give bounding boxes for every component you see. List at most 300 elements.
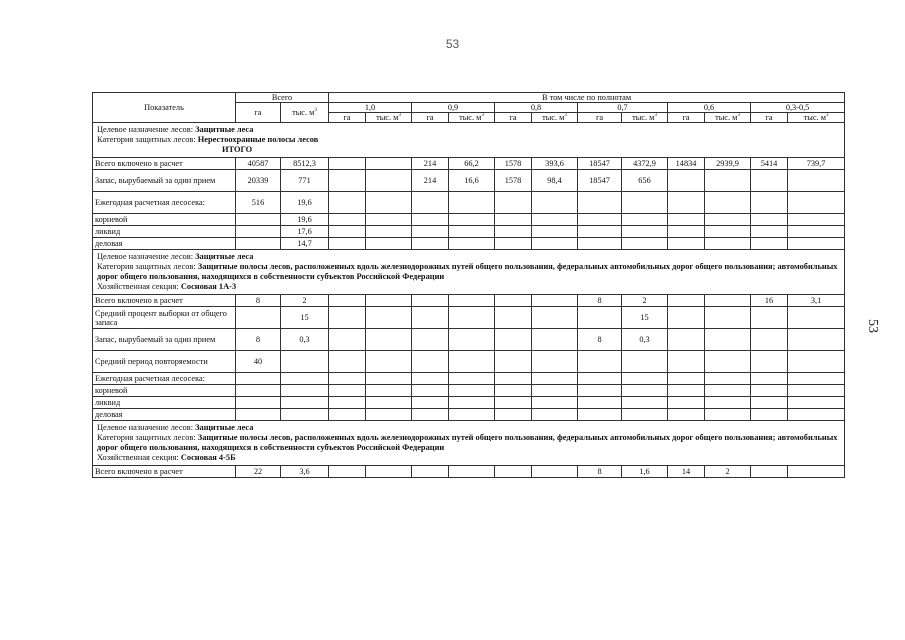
table-cell <box>751 397 788 409</box>
table-cell <box>366 295 412 307</box>
table-cell: 656 <box>622 170 668 192</box>
table-cell <box>495 192 532 214</box>
economic-section <box>97 282 840 292</box>
table-cell <box>668 214 705 226</box>
table-cell <box>578 397 622 409</box>
table-cell: 4372,9 <box>622 158 668 170</box>
table-cell <box>366 351 412 373</box>
table-cell <box>668 170 705 192</box>
table-cell <box>622 385 668 397</box>
side-page-number: 53 <box>865 319 880 333</box>
table-cell <box>578 351 622 373</box>
row-label: корневой <box>93 385 236 397</box>
header-by-density: В том числе по полнотам <box>329 93 845 103</box>
table-row <box>93 158 845 170</box>
row-label: ликвид <box>93 397 236 409</box>
table-cell <box>281 373 329 385</box>
table-cell <box>366 466 412 478</box>
table-cell <box>622 238 668 250</box>
table-cell <box>366 307 412 329</box>
forest-category-value: Защитные полосы лесов, расположенных вдоль железнодорожных путей общего пользования, федеральных автомобильных дорог общего пользования; автомобильных дорог общего пользования, находящихся в собственности субъектов Российской Федерации <box>97 262 838 281</box>
table-row <box>93 385 845 397</box>
table-cell <box>705 295 751 307</box>
table-cell: 0,3 <box>281 329 329 351</box>
table-cell <box>329 329 366 351</box>
table-cell: 771 <box>281 170 329 192</box>
table-cell: 739,7 <box>788 158 845 170</box>
table-cell: 8 <box>236 329 281 351</box>
table-cell <box>622 214 668 226</box>
table-cell: 14 <box>668 466 705 478</box>
table-cell <box>236 307 281 329</box>
table-cell <box>532 307 578 329</box>
section-description <box>93 250 845 295</box>
table-cell <box>449 192 495 214</box>
table-cell: 8 <box>578 466 622 478</box>
row-label: Всего включено в расчет <box>93 295 236 307</box>
table-cell <box>578 409 622 421</box>
table-cell <box>366 226 412 238</box>
table-row <box>93 409 845 421</box>
header-total: Всего <box>236 93 329 103</box>
table-cell <box>532 409 578 421</box>
superscript-3: 3 <box>564 113 567 118</box>
table-cell <box>668 385 705 397</box>
table-cell <box>751 238 788 250</box>
table-row <box>93 192 845 214</box>
superscript-3: 3 <box>654 113 657 118</box>
table-cell: 2 <box>622 295 668 307</box>
header-thous-m3: тыс. $м^3$ <box>532 113 578 123</box>
table-cell <box>412 238 449 250</box>
table-cell <box>705 307 751 329</box>
table-cell <box>751 351 788 373</box>
table-cell <box>532 214 578 226</box>
forest-category-label: Категория защитных лесов: <box>97 433 198 442</box>
table-row <box>93 307 845 329</box>
table-cell <box>236 409 281 421</box>
table-cell <box>366 214 412 226</box>
table-cell <box>668 409 705 421</box>
forest-category <box>97 262 840 282</box>
header-ha: га <box>668 113 705 123</box>
table-cell <box>705 351 751 373</box>
table-cell: 5414 <box>751 158 788 170</box>
table-cell <box>705 329 751 351</box>
section-header-row <box>93 250 845 295</box>
table-cell <box>532 397 578 409</box>
table-header <box>93 93 845 123</box>
table-cell <box>495 351 532 373</box>
forest-purpose-value: Защитные леса <box>195 252 254 261</box>
section-description <box>93 421 845 466</box>
table-cell <box>532 192 578 214</box>
table-cell: 66,2 <box>449 158 495 170</box>
row-label: деловая <box>93 238 236 250</box>
table-cell <box>622 409 668 421</box>
table-cell <box>412 385 449 397</box>
table-cell: 40587 <box>236 158 281 170</box>
superscript-3: 3 <box>825 113 829 118</box>
table-cell <box>449 409 495 421</box>
header-thous-m3: тыс. $м^3$ <box>366 113 412 123</box>
table-cell <box>578 214 622 226</box>
table-cell <box>788 466 845 478</box>
table-cell <box>788 170 845 192</box>
table-cell <box>412 226 449 238</box>
table-cell <box>788 192 845 214</box>
table-row <box>93 170 845 192</box>
header-ha: га <box>578 113 622 123</box>
table-cell: 17,6 <box>281 226 329 238</box>
table-cell <box>668 351 705 373</box>
table-row <box>93 329 845 351</box>
row-label: Всего включено в расчет <box>93 158 236 170</box>
table-cell <box>412 373 449 385</box>
forest-purpose <box>97 125 840 135</box>
table-cell <box>495 466 532 478</box>
table-cell <box>329 466 366 478</box>
table-cell <box>329 158 366 170</box>
superscript-3: 3 <box>481 113 484 118</box>
table-row <box>93 466 845 478</box>
table-row <box>93 226 845 238</box>
table-cell <box>236 214 281 226</box>
forest-purpose <box>97 252 840 262</box>
table-cell <box>578 226 622 238</box>
table-cell: 1578 <box>495 158 532 170</box>
table-cell <box>751 385 788 397</box>
forest-table-container <box>92 92 848 568</box>
table-cell: 19,6 <box>281 214 329 226</box>
table-cell <box>449 295 495 307</box>
economic-section-label: Хозяйственная секция: <box>97 282 181 291</box>
table-cell <box>449 214 495 226</box>
table-cell <box>622 373 668 385</box>
table-cell <box>751 226 788 238</box>
table-cell <box>449 329 495 351</box>
table-cell <box>668 373 705 385</box>
table-cell <box>495 385 532 397</box>
table-cell <box>449 397 495 409</box>
table-cell <box>668 192 705 214</box>
table-cell <box>705 170 751 192</box>
section-header-row <box>93 421 845 466</box>
table-cell <box>705 238 751 250</box>
table-cell <box>751 214 788 226</box>
table-cell: 1,6 <box>622 466 668 478</box>
header-density: 0,9 <box>412 103 495 113</box>
header-ha: га <box>236 103 281 123</box>
table-cell <box>578 307 622 329</box>
table-cell <box>751 192 788 214</box>
table-cell <box>329 192 366 214</box>
table-cell <box>622 397 668 409</box>
economic-section-label: Хозяйственная секция: <box>97 453 181 462</box>
header-density: 0,6 <box>668 103 751 113</box>
table-cell <box>705 226 751 238</box>
table-cell <box>449 238 495 250</box>
table-cell: 14,7 <box>281 238 329 250</box>
table-cell <box>236 238 281 250</box>
table-cell <box>366 385 412 397</box>
table-cell <box>449 351 495 373</box>
table-cell: 98,4 <box>532 170 578 192</box>
table-cell: 8 <box>236 295 281 307</box>
section-header-row <box>93 123 845 158</box>
table-cell <box>751 466 788 478</box>
table-cell: 8512,3 <box>281 158 329 170</box>
table-cell <box>668 397 705 409</box>
superscript-3: 3 <box>314 108 317 113</box>
forest-allowable-cut-table <box>92 92 845 478</box>
table-cell <box>495 329 532 351</box>
table-cell <box>495 226 532 238</box>
table-cell: 1578 <box>495 170 532 192</box>
table-cell <box>281 409 329 421</box>
table-cell <box>788 409 845 421</box>
economic-section-value: Сосновая 1А-3 <box>180 282 237 291</box>
table-cell <box>329 238 366 250</box>
table-cell <box>329 214 366 226</box>
table-cell <box>495 373 532 385</box>
table-cell <box>412 307 449 329</box>
table-cell: 2939,9 <box>705 158 751 170</box>
table-cell: 16,6 <box>449 170 495 192</box>
table-cell: 15 <box>281 307 329 329</box>
row-label: деловая <box>93 409 236 421</box>
section-description <box>93 123 845 158</box>
table-cell <box>668 238 705 250</box>
table-cell: 393,6 <box>532 158 578 170</box>
table-cell <box>705 397 751 409</box>
header-row <box>93 93 845 103</box>
table-cell: 40 <box>236 351 281 373</box>
table-cell: 3,6 <box>281 466 329 478</box>
row-label: корневой <box>93 214 236 226</box>
table-cell <box>788 226 845 238</box>
header-indicator: Показатель <box>93 93 236 123</box>
table-cell <box>412 409 449 421</box>
table-row <box>93 238 845 250</box>
forest-purpose-label: Целевое назначение лесов: <box>97 252 196 261</box>
table-cell <box>449 466 495 478</box>
header-density: 0,7 <box>578 103 668 113</box>
row-label: Средний период повторяемости <box>93 351 236 373</box>
table-cell <box>449 373 495 385</box>
forest-purpose-value: Защитные леса <box>195 125 254 134</box>
table-cell <box>495 238 532 250</box>
table-row <box>93 351 845 373</box>
table-cell <box>366 409 412 421</box>
table-cell <box>578 385 622 397</box>
table-cell: 8 <box>578 329 622 351</box>
header-ha: га <box>495 113 532 123</box>
table-cell <box>329 409 366 421</box>
table-cell <box>532 466 578 478</box>
header-thous-m3: тыс. $м^3$ <box>622 113 668 123</box>
table-cell <box>366 192 412 214</box>
table-cell <box>329 226 366 238</box>
header-density: 0,3-0,5 <box>751 103 845 113</box>
table-cell <box>449 226 495 238</box>
page-number: 53 <box>445 37 460 51</box>
header-ha: га <box>329 113 366 123</box>
table-cell <box>578 238 622 250</box>
table-cell <box>578 192 622 214</box>
table-row <box>93 214 845 226</box>
table-cell <box>788 307 845 329</box>
table-cell: 214 <box>412 158 449 170</box>
table-cell: 15 <box>622 307 668 329</box>
table-cell <box>281 385 329 397</box>
header-thous-m3: тыс. $м^3$ <box>449 113 495 123</box>
table-cell <box>532 373 578 385</box>
table-cell <box>329 295 366 307</box>
forest-category-value: Нерестоохранные полосы лесов <box>197 135 319 144</box>
table-cell <box>668 329 705 351</box>
table-cell <box>366 373 412 385</box>
table-cell: 2 <box>705 466 751 478</box>
table-cell <box>329 351 366 373</box>
table-cell <box>788 385 845 397</box>
table-cell: 19,6 <box>281 192 329 214</box>
forest-category-label: Категория защитных лесов: <box>97 262 198 271</box>
table-cell <box>788 329 845 351</box>
table-cell <box>668 295 705 307</box>
table-cell <box>495 295 532 307</box>
table-cell <box>495 397 532 409</box>
forest-purpose-value: Защитные леса <box>195 423 254 432</box>
forest-category <box>97 135 840 145</box>
forest-purpose-label: Целевое назначение лесов: <box>97 125 196 134</box>
forest-purpose <box>97 423 840 433</box>
row-label: Запас, вырубаемый за один прием <box>93 329 236 351</box>
table-cell <box>236 226 281 238</box>
forest-category-label: Категория защитных лесов: <box>97 135 198 144</box>
table-cell <box>788 373 845 385</box>
table-cell: 8 <box>578 295 622 307</box>
forest-purpose-label: Целевое назначение лесов: <box>97 423 196 432</box>
table-cell <box>281 397 329 409</box>
table-cell <box>329 385 366 397</box>
table-cell <box>412 397 449 409</box>
table-cell <box>236 397 281 409</box>
table-cell <box>788 214 845 226</box>
table-cell <box>788 397 845 409</box>
table-cell <box>495 409 532 421</box>
row-label: Ежегодная расчетная лесосека: <box>93 373 236 385</box>
table-cell <box>412 192 449 214</box>
table-cell: 22 <box>236 466 281 478</box>
table-cell <box>366 397 412 409</box>
table-cell <box>281 351 329 373</box>
table-cell <box>449 385 495 397</box>
table-cell <box>532 351 578 373</box>
table-cell: 0,3 <box>622 329 668 351</box>
table-cell <box>412 351 449 373</box>
table-cell: 214 <box>412 170 449 192</box>
table-cell <box>449 307 495 329</box>
economic-section <box>97 453 840 463</box>
table-cell: 20339 <box>236 170 281 192</box>
table-cell <box>412 295 449 307</box>
table-cell <box>412 466 449 478</box>
table-cell <box>412 329 449 351</box>
table-cell <box>622 192 668 214</box>
table-cell: 18547 <box>578 158 622 170</box>
table-cell: 516 <box>236 192 281 214</box>
table-cell <box>329 373 366 385</box>
header-ha: га <box>751 113 788 123</box>
table-cell <box>751 329 788 351</box>
table-cell <box>532 226 578 238</box>
table-cell <box>668 226 705 238</box>
table-cell <box>412 214 449 226</box>
table-cell <box>705 192 751 214</box>
table-row <box>93 397 845 409</box>
table-cell <box>788 238 845 250</box>
forest-category <box>97 433 840 453</box>
superscript-3: 3 <box>737 113 740 118</box>
row-label: Всего включено в расчет <box>93 466 236 478</box>
table-cell <box>668 307 705 329</box>
table-cell <box>236 373 281 385</box>
table-cell <box>751 373 788 385</box>
table-cell <box>532 329 578 351</box>
table-cell <box>578 373 622 385</box>
table-cell <box>329 170 366 192</box>
header-thous-m3: тыс. $м^3$ <box>788 113 845 123</box>
forest-category-value: Защитные полосы лесов, расположенных вдоль железнодорожных путей общего пользования, федеральных автомобильных дорог общего пользования; автомобильных дорог общего пользования, находящихся в собственности субъектов Российской Федерации <box>97 433 838 452</box>
table-body <box>93 123 845 478</box>
table-cell <box>705 409 751 421</box>
table-cell <box>532 295 578 307</box>
header-ha: га <box>412 113 449 123</box>
header-thous-m3: тыс. $м^3$ <box>281 103 329 123</box>
table-cell: 18547 <box>578 170 622 192</box>
table-cell <box>366 329 412 351</box>
table-cell <box>622 351 668 373</box>
row-label: Запас, вырубаемый за один прием <box>93 170 236 192</box>
row-label: Средний процент выборки от общего запаса <box>93 307 236 329</box>
table-cell <box>329 397 366 409</box>
table-row <box>93 373 845 385</box>
table-cell: 2 <box>281 295 329 307</box>
table-cell <box>532 385 578 397</box>
table-cell <box>236 385 281 397</box>
header-density: 0,8 <box>495 103 578 113</box>
table-cell <box>751 307 788 329</box>
table-cell <box>788 351 845 373</box>
table-cell: 3,1 <box>788 295 845 307</box>
table-cell <box>705 214 751 226</box>
table-cell <box>532 238 578 250</box>
superscript-3: 3 <box>398 113 401 118</box>
table-cell <box>366 238 412 250</box>
table-cell <box>751 409 788 421</box>
table-cell <box>705 373 751 385</box>
table-cell: 14834 <box>668 158 705 170</box>
row-label: Ежегодная расчетная лесосека: <box>93 192 236 214</box>
table-cell: 16 <box>751 295 788 307</box>
table-cell <box>329 307 366 329</box>
header-thous-m3: тыс. $м^3$ <box>705 113 751 123</box>
table-cell <box>622 226 668 238</box>
header-density: 1,0 <box>329 103 412 113</box>
table-cell <box>366 158 412 170</box>
itogo-label: ИТОГО <box>222 145 253 154</box>
